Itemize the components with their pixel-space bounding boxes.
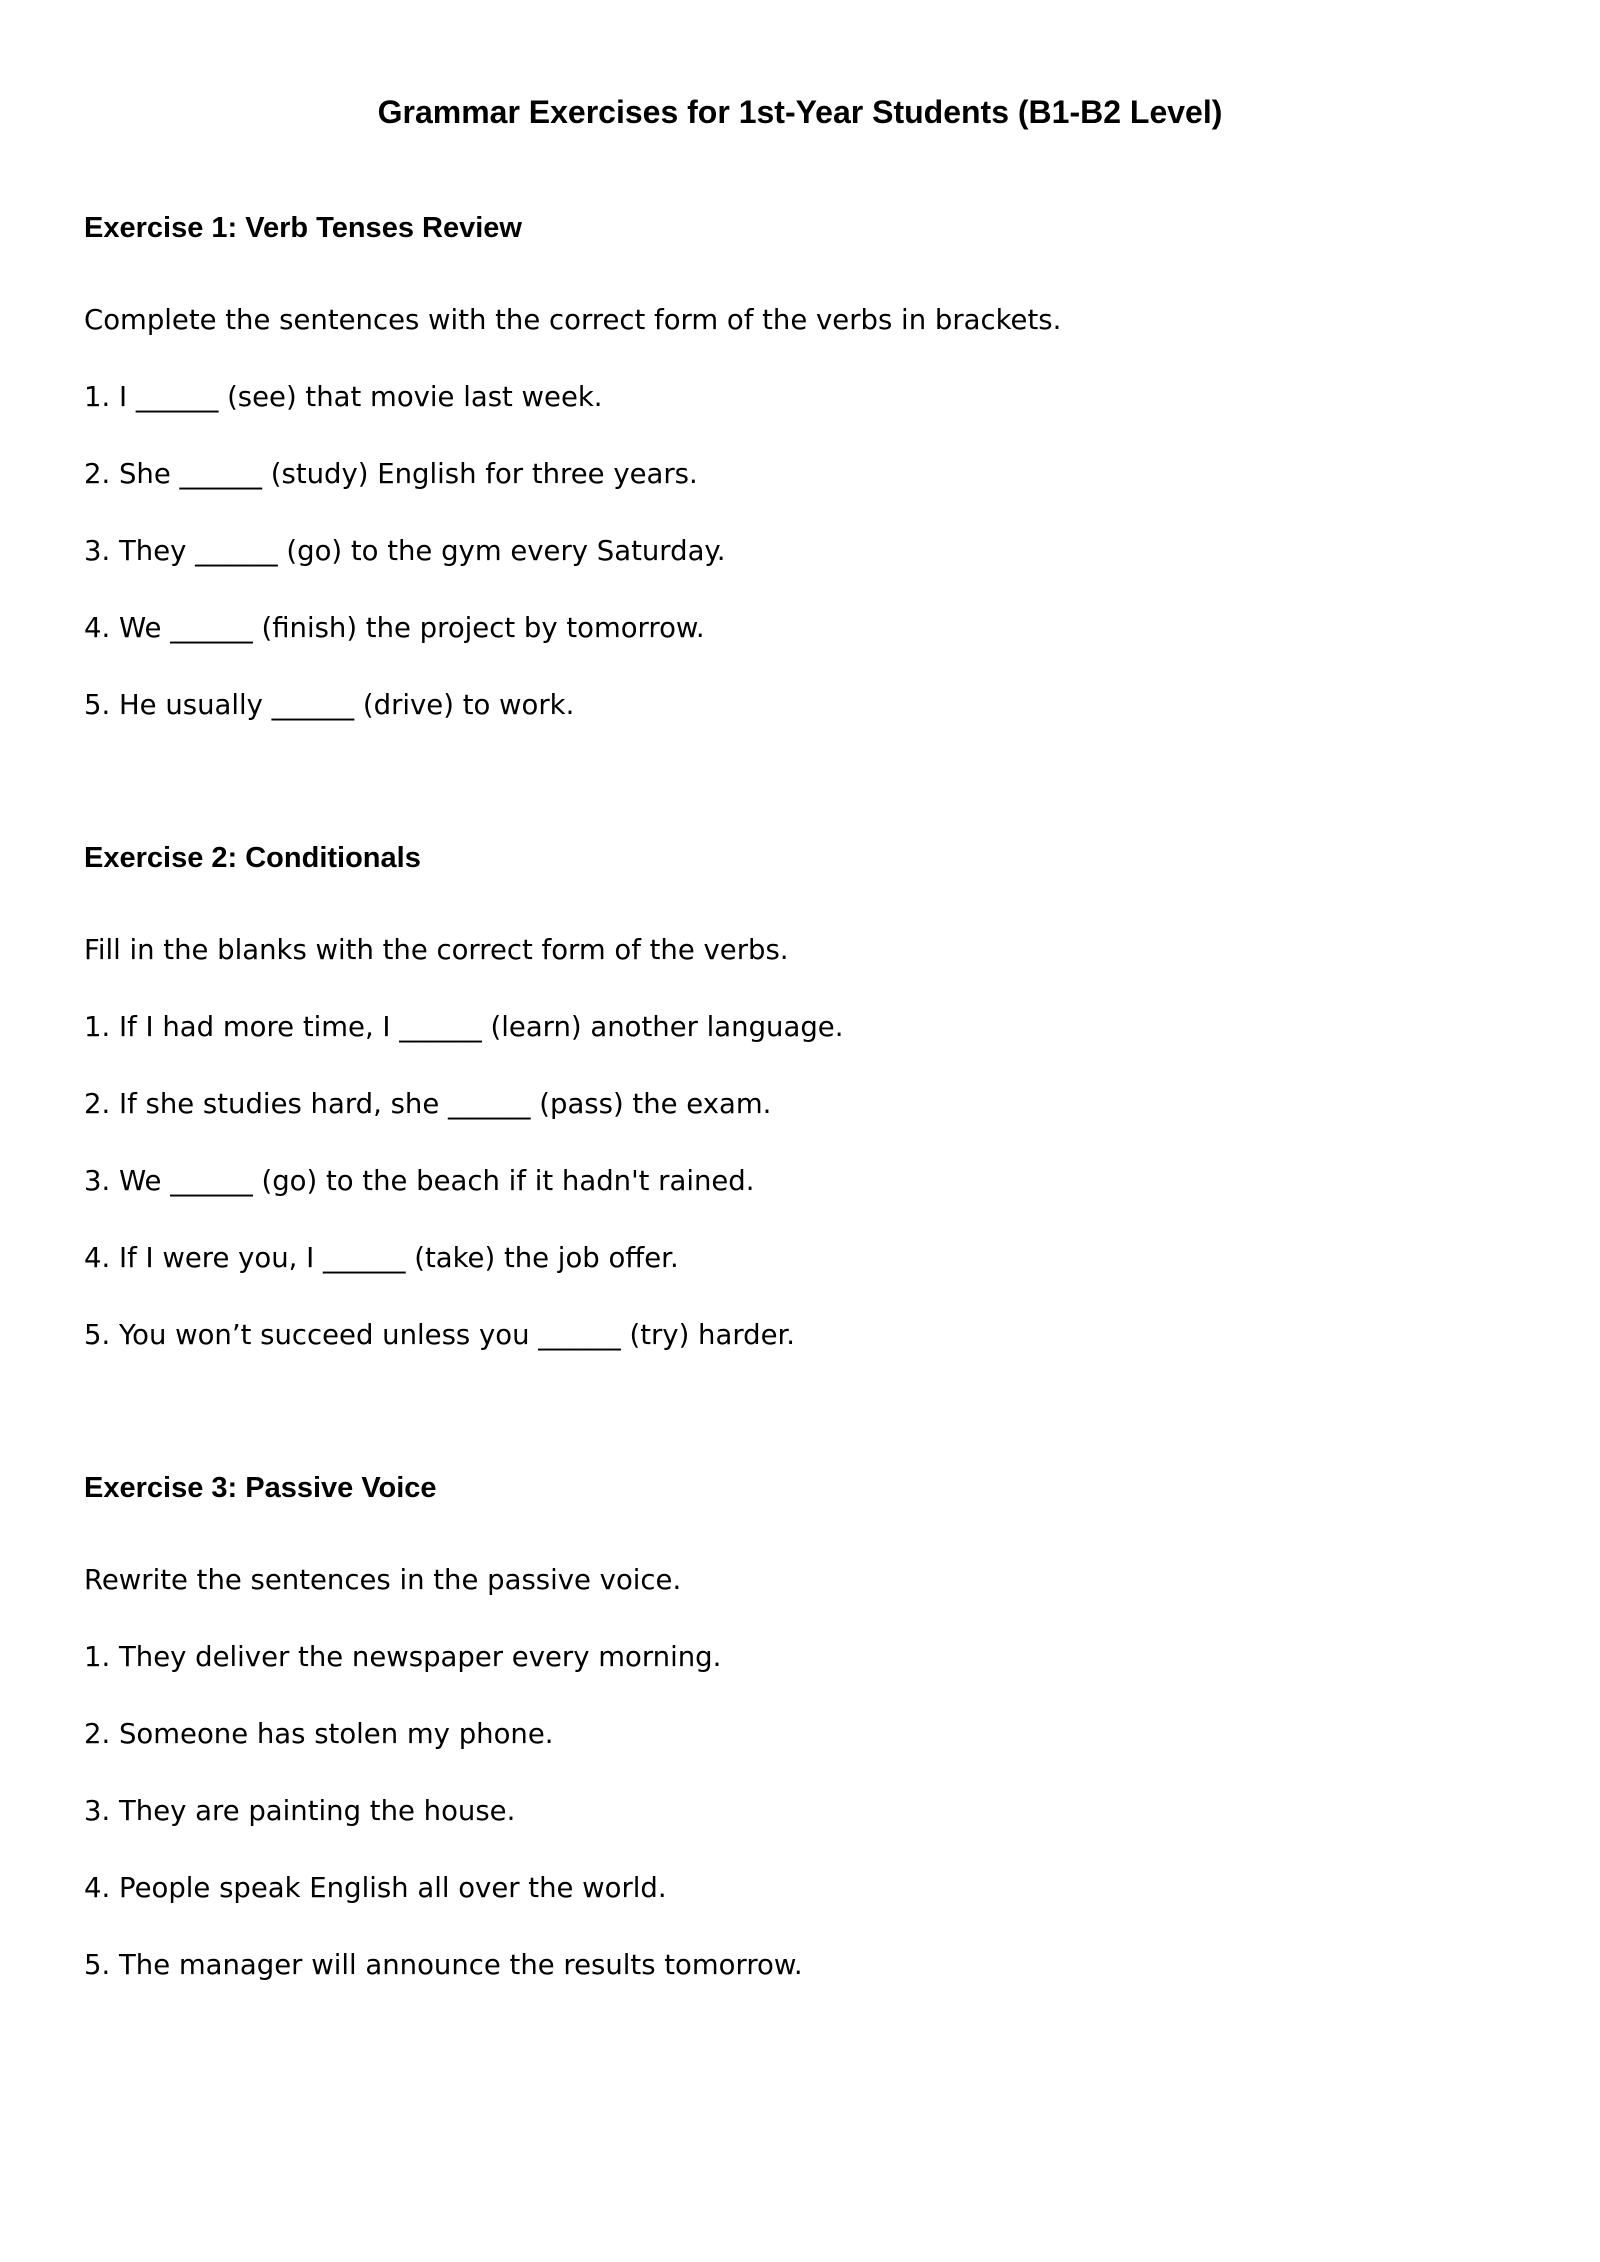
exercise-item: 4. We ______ (finish) the project by tomorrow. bbox=[84, 612, 705, 644]
exercise-item: 5. You won’t succeed unless you ______ (try) harder. bbox=[84, 1319, 796, 1351]
exercise-item: 4. If I were you, I ______ (take) the job offer. bbox=[84, 1242, 679, 1274]
exercise-item: 1. I ______ (see) that movie last week. bbox=[84, 381, 603, 413]
exercise-instruction: Rewrite the sentences in the passive voice. bbox=[84, 1564, 682, 1596]
exercise-item: 1. If I had more time, I ______ (learn) another language. bbox=[84, 1011, 844, 1043]
exercise-item: 2. If she studies hard, she ______ (pass) the exam. bbox=[84, 1088, 772, 1120]
exercise-item: 3. They are painting the house. bbox=[84, 1795, 516, 1827]
exercise-heading: Exercise 2: Conditionals bbox=[84, 842, 421, 874]
exercise-item: 3. We ______ (go) to the beach if it hadn't rained. bbox=[84, 1165, 755, 1197]
exercise-instruction: Complete the sentences with the correct form of the verbs in brackets. bbox=[84, 304, 1062, 336]
exercise-item: 3. They ______ (go) to the gym every Saturday. bbox=[84, 535, 726, 567]
exercise-heading: Exercise 3: Passive Voice bbox=[84, 1472, 437, 1504]
exercise-heading: Exercise 1: Verb Tenses Review bbox=[84, 212, 522, 244]
exercise-instruction: Fill in the blanks with the correct form of the verbs. bbox=[84, 934, 789, 966]
exercise-item: 2. Someone has stolen my phone. bbox=[84, 1718, 554, 1750]
exercise-item: 5. He usually ______ (drive) to work. bbox=[84, 689, 575, 721]
exercise-item: 4. People speak English all over the world. bbox=[84, 1872, 667, 1904]
exercise-item: 2. She ______ (study) English for three years. bbox=[84, 458, 698, 490]
exercise-item: 1. They deliver the newspaper every morning. bbox=[84, 1641, 722, 1673]
document-title: Grammar Exercises for 1st-Year Students (B1-B2 Level) bbox=[377, 94, 1223, 130]
exercise-item: 5. The manager will announce the results tomorrow. bbox=[84, 1949, 803, 1981]
